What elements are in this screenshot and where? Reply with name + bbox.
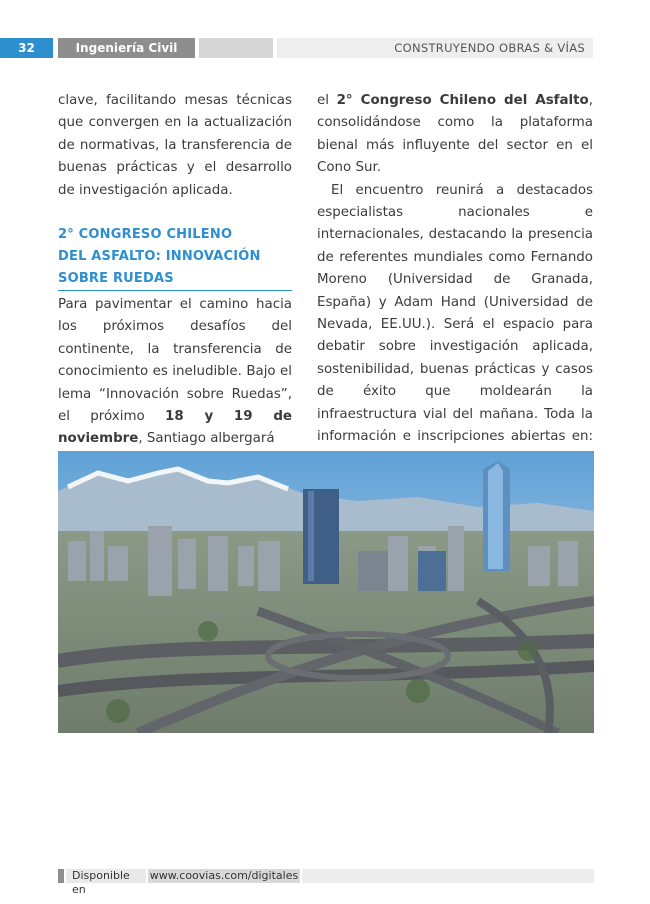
left-paragraph-2 bbox=[58, 294, 292, 451]
section-label: Ingeniería Civil bbox=[58, 38, 195, 58]
right-paragraph-1 bbox=[317, 90, 593, 180]
footer-bar bbox=[302, 869, 594, 883]
section-heading bbox=[58, 224, 292, 291]
left-paragraph-2-text: Para pavimentar el camino hacia los próximos desafíos del continente, la transferencia de conocimiento es ineludible. Bajo el lema “Innovación sobre Ruedas”, el próximo bbox=[58, 297, 292, 425]
header-divider-bar bbox=[199, 38, 273, 58]
heading-line-2: DEL ASFALTO: INNOVACIÓN bbox=[58, 249, 261, 265]
heading-line-1: 2° CONGRESO CHILENO bbox=[58, 227, 233, 243]
congress-name: 2° Congreso Chileno del Asfalto bbox=[336, 93, 589, 108]
left-column bbox=[58, 90, 292, 451]
page-number: 32 bbox=[0, 38, 53, 58]
page-footer bbox=[58, 869, 594, 896]
footer-label: Disponible en bbox=[66, 869, 146, 883]
city-illustration bbox=[58, 451, 594, 733]
page-header bbox=[0, 38, 650, 58]
right-paragraph-1-start: el bbox=[317, 93, 337, 108]
santiago-city-photo bbox=[58, 451, 594, 733]
heading-line-3: SOBRE RUEDAS bbox=[58, 268, 292, 291]
event-dates: 18 y 19 de noviembre bbox=[58, 409, 292, 447]
right-paragraph-1-end: , consolidándose como la plataforma bienal más influyente del sector en el Cono Sur. bbox=[317, 93, 593, 176]
magazine-title: CONSTRUYENDO OBRAS & VÍAS bbox=[277, 38, 593, 58]
left-paragraph-2-end: , Santiago albergará bbox=[138, 431, 275, 447]
right-column bbox=[317, 90, 593, 471]
footer-marker bbox=[58, 869, 64, 883]
footer-url-link[interactable]: www.coovias.com/digitales bbox=[149, 869, 299, 882]
right-paragraph-2: El encuentro reunirá a destacados especialistas nacionales e internacionales, destacando la presencia de referentes mundiales como Fernando Moreno (Universidad de Granada, España) y Adam Hand (Universidad de Nevada, EE.UU.). Será el espacio para debatir sobre investigación aplicada, sostenibilidad, buenas prácticas y casos de éxito que moldearán la infraestructura vial del mañana. Toda la información e inscripciones abiertas en: bbox=[317, 182, 593, 445]
left-paragraph-1: clave, facilitando mesas técnicas que convergen en la actualización de normativas, la transferencia de buenas prácticas y el desarrollo de investigación aplicada. bbox=[58, 93, 292, 198]
